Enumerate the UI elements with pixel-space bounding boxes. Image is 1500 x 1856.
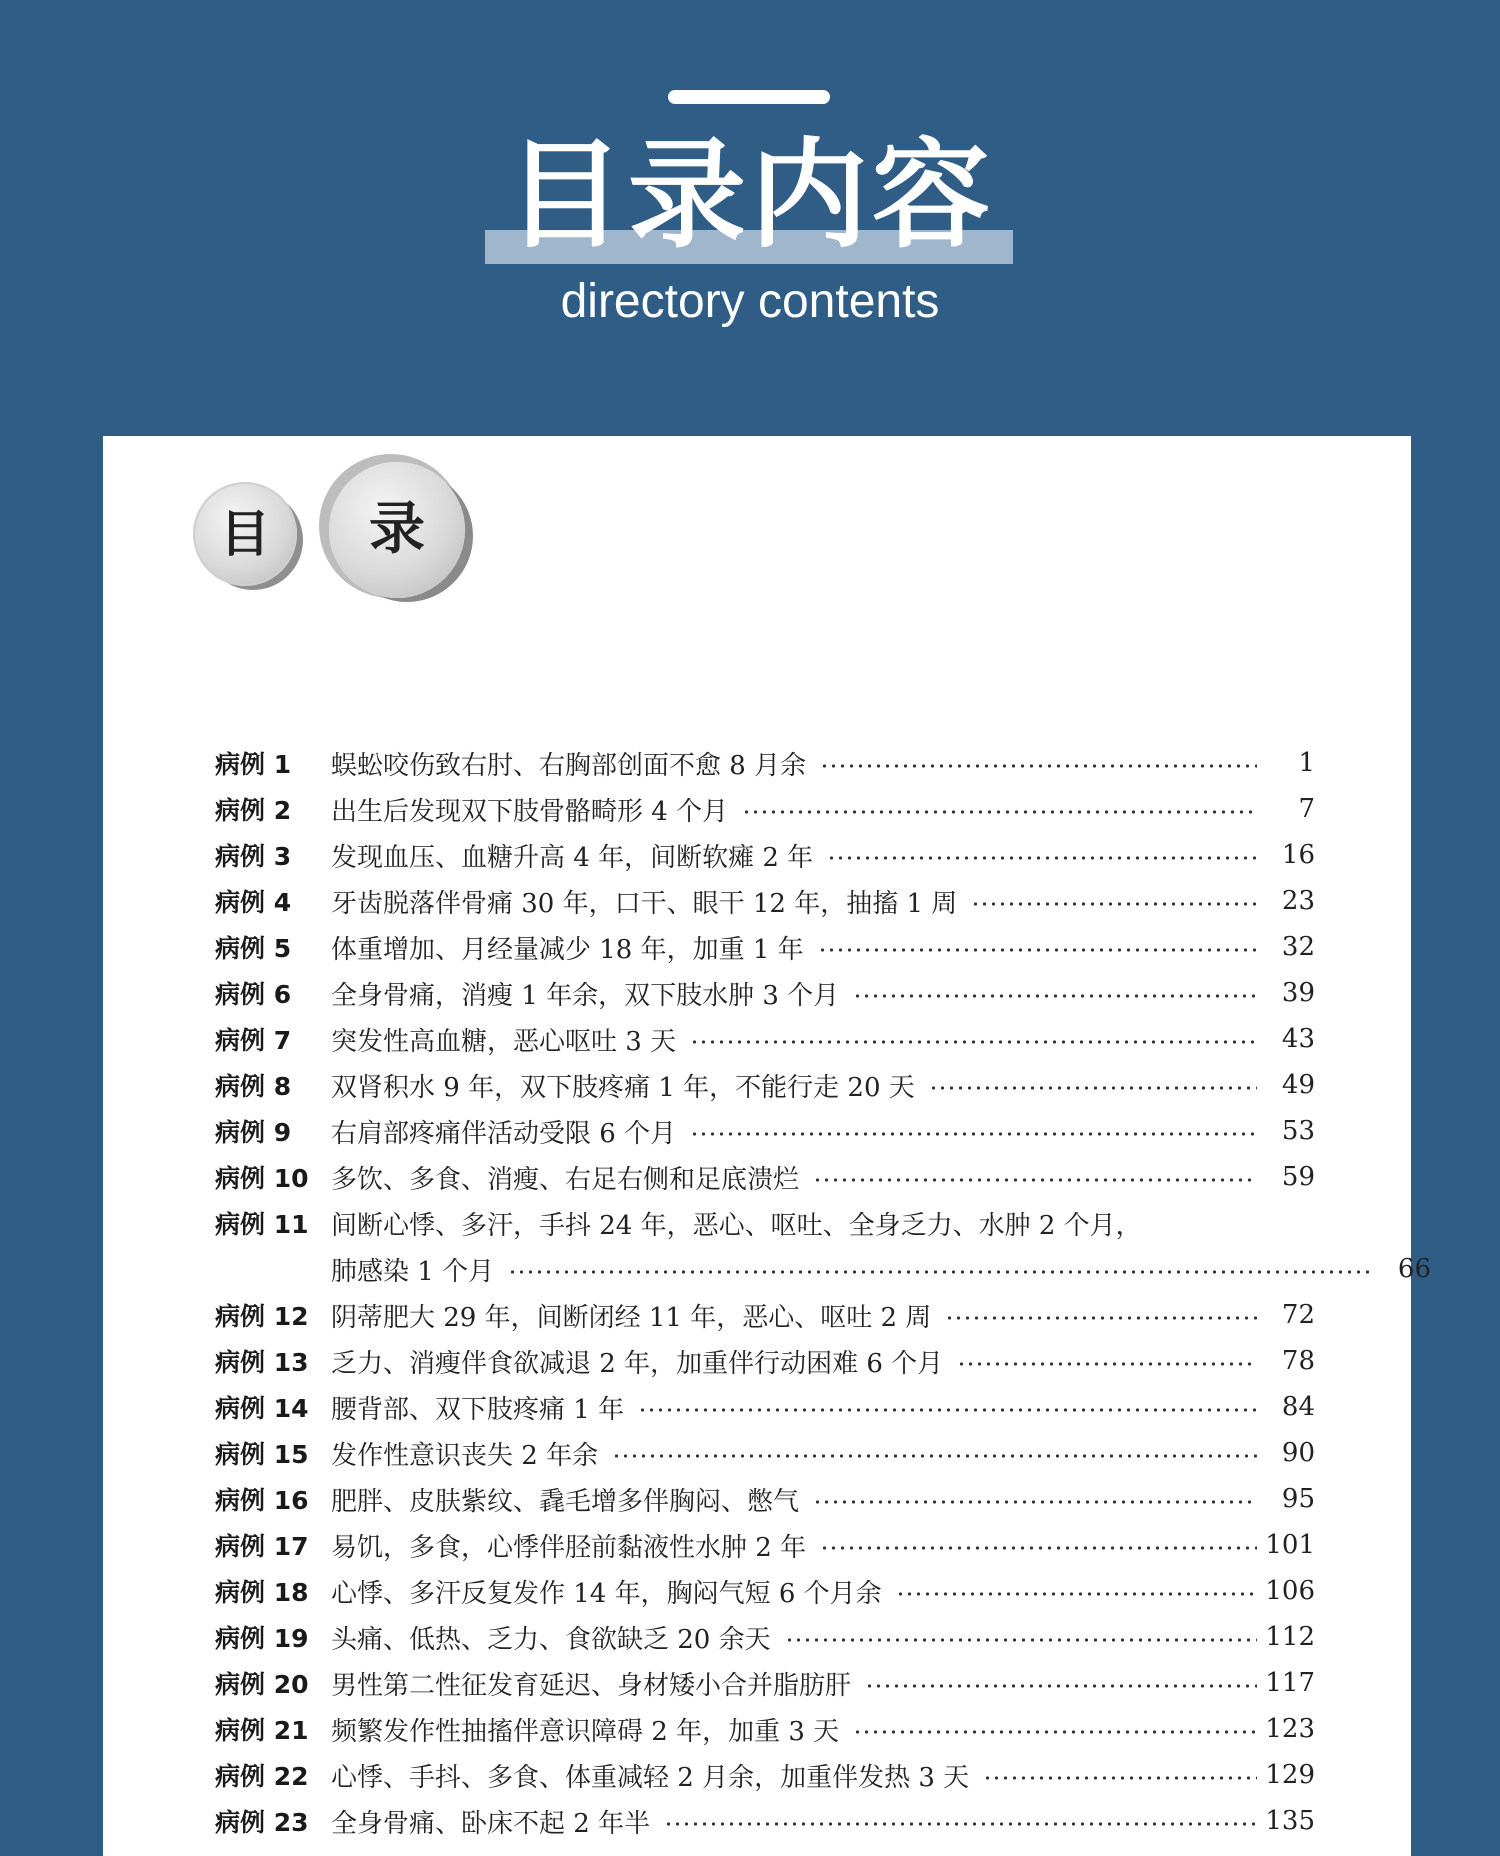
toc-dot-leader [690,1131,1257,1137]
toc-page-number: 7 [1298,794,1315,824]
toc-entry-title: 频繁发作性抽搐伴意识障碍 2 年，加重 3 天 [331,1716,840,1747]
toc-dot-leader [929,1085,1257,1091]
toc-entry-title: 肥胖、皮肤紫纹、毳毛增多伴胸闷、憋气 [331,1486,800,1517]
toc-entry[interactable] [215,1016,1315,1062]
toc-entry-title: 阴蒂肥大 29 年，间断闭经 11 年，恶心、呕吐 2 周 [331,1302,932,1333]
toc-dot-leader [742,809,1257,815]
toc-case-label: 病例 3 [215,842,292,871]
toc-case-label: 病例 18 [215,1578,309,1607]
toc-dot-leader [983,1775,1257,1781]
toc-entry-title: 突发性高血糖，恶心呕吐 3 天 [331,1026,677,1057]
toc-entry[interactable] [215,924,1315,970]
toc-entry[interactable] [215,1108,1315,1154]
toc-entry-title: 双肾积水 9 年，双下肢疼痛 1 年，不能行走 20 天 [331,1072,915,1103]
toc-entry[interactable] [215,1522,1315,1568]
toc-page-number: 72 [1281,1300,1315,1330]
toc-entry[interactable] [215,1292,1315,1338]
toc-entry[interactable] [215,1246,1431,1292]
toc-entry[interactable] [215,1614,1315,1660]
toc-entry-title: 肺感染 1 个月 [331,1256,495,1287]
toc-case-label: 病例 20 [215,1670,309,1699]
toc-dot-leader [820,763,1257,769]
toc-entry[interactable] [215,786,1315,832]
toc-entry-title: 男性第二性征发育延迟、身材矮小合并脂肪肝 [331,1670,852,1701]
toc-entry-title: 多饮、多食、消瘦、右足右侧和足底溃烂 [331,1164,800,1195]
toc-page-number: 39 [1281,978,1315,1008]
toc-page-number: 117 [1265,1668,1315,1698]
toc-entry-title: 头痛、低热、乏力、食欲缺乏 20 余天 [331,1624,771,1655]
toc-entry-title: 全身骨痛、卧床不起 2 年半 [331,1808,651,1839]
toc-entry[interactable] [215,1752,1315,1798]
toc-entry-title: 间断心悸、多汗，手抖 24 年，恶心、呕吐、全身乏力、水肿 2 个月， [331,1210,1142,1241]
toc-case-label: 病例 7 [215,1026,292,1055]
toc-case-label: 病例 1 [215,750,292,779]
toc-entry-title: 出生后发现双下肢骨骼畸形 4 个月 [331,796,729,827]
toc-page-number: 78 [1281,1346,1315,1376]
toc-page-number: 106 [1265,1576,1315,1606]
toc-dot-leader [896,1591,1257,1597]
toc-case-label: 病例 11 [215,1210,309,1239]
toc-entry-title: 心悸、多汗反复发作 14 年，胸闷气短 6 个月余 [331,1578,882,1609]
toc-case-label: 病例 2 [215,796,292,825]
toc-dot-leader [853,1729,1257,1735]
toc-entry[interactable] [215,970,1315,1016]
toc-entry-title: 牙齿脱落伴骨痛 30 年，口干、眼干 12 年，抽搐 1 周 [331,888,958,919]
toc-page-number: 49 [1281,1070,1315,1100]
toc-badge-1: 目 [193,482,297,586]
toc-dot-leader [690,1039,1257,1045]
toc-case-label: 病例 8 [215,1072,292,1101]
toc-entry[interactable] [215,1660,1315,1706]
toc-entry[interactable] [215,1338,1315,1384]
toc-entry-title: 易饥，多食，心悸伴胫前黏液性水肿 2 年 [331,1532,807,1563]
toc-case-label: 病例 22 [215,1762,309,1791]
toc-page-number: 16 [1281,840,1315,870]
toc-case-label: 病例 23 [215,1808,309,1837]
toc-page-number: 112 [1265,1622,1315,1652]
toc-page-number: 1 [1298,748,1315,778]
toc-case-label: 病例 5 [215,934,292,963]
toc-entry-title: 体重增加、月经量减少 18 年，加重 1 年 [331,934,804,965]
toc-entry[interactable] [215,1706,1315,1752]
toc-dot-leader [785,1637,1257,1643]
toc-entry[interactable] [215,1430,1315,1476]
toc-case-label: 病例 12 [215,1302,309,1331]
toc-page-number: 43 [1281,1024,1315,1054]
toc-dot-leader [508,1269,1373,1275]
toc-dot-leader [957,1361,1257,1367]
toc-dot-leader [820,1545,1257,1551]
toc-case-label: 病例 15 [215,1440,309,1469]
toc-page-number: 59 [1281,1162,1315,1192]
decorative-bar [668,90,830,104]
toc-dot-leader [853,993,1257,999]
toc-entry-title: 腰背部、双下肢疼痛 1 年 [331,1394,625,1425]
toc-entry[interactable] [215,1476,1315,1522]
toc-entry[interactable] [215,740,1315,786]
page-subtitle: directory contents [560,275,940,328]
toc-case-label: 病例 4 [215,888,292,917]
toc-entry-title: 右肩部疼痛伴活动受限 6 个月 [331,1118,677,1149]
toc-dot-leader [664,1821,1257,1827]
toc-entry[interactable] [215,1384,1315,1430]
toc-dot-leader [818,947,1257,953]
toc-case-label: 病例 19 [215,1624,309,1653]
toc-page-number: 95 [1281,1484,1315,1514]
toc-entry[interactable] [215,1798,1315,1844]
toc-page-number: 123 [1265,1714,1315,1744]
toc-page-number: 90 [1281,1438,1315,1468]
toc-page [103,436,1431,1856]
toc-entry[interactable] [215,1568,1315,1614]
toc-entry[interactable] [215,1154,1315,1200]
page-title: 目录内容 [505,126,994,264]
toc-page-number: 66 [1397,1254,1431,1284]
toc-case-label: 病例 9 [215,1118,292,1147]
toc-page-number: 23 [1281,886,1315,916]
toc-dot-leader [612,1453,1257,1459]
toc-page-number: 101 [1265,1530,1315,1560]
toc-entry-title: 蜈蚣咬伤致右肘、右胸部创面不愈 8 月余 [331,750,807,781]
toc-dot-leader [813,1499,1257,1505]
toc-entry[interactable] [215,832,1315,878]
toc-case-label: 病例 14 [215,1394,309,1423]
toc-page-number: 53 [1281,1116,1315,1146]
toc-page-number: 129 [1265,1760,1315,1790]
toc-dot-leader [865,1683,1257,1689]
toc-case-label: 病例 13 [215,1348,309,1377]
toc-dot-leader [945,1315,1257,1321]
toc-dot-leader [638,1407,1257,1413]
toc-case-label: 病例 17 [215,1532,309,1561]
toc-case-label: 病例 6 [215,980,292,1009]
toc-dot-leader [827,855,1257,861]
toc-entry[interactable] [215,1062,1315,1108]
toc-entry-title: 心悸、手抖、多食、体重减轻 2 月余，加重伴发热 3 天 [331,1762,970,1793]
toc-entry[interactable] [215,1200,1315,1246]
toc-page-number: 84 [1281,1392,1315,1422]
header-banner [0,0,1500,440]
toc-entry-title: 发现血压、血糖升高 4 年，间断软瘫 2 年 [331,842,814,873]
toc-page-number: 135 [1265,1806,1315,1836]
toc-badge-2: 录 [329,462,465,598]
toc-dot-leader [813,1177,1257,1183]
toc-entry-title: 全身骨痛，消瘦 1 年余，双下肢水肿 3 个月 [331,980,840,1011]
toc-dot-leader [971,901,1257,907]
toc-page-number: 32 [1281,932,1315,962]
toc-entry-title: 发作性意识丧失 2 年余 [331,1440,599,1471]
toc-case-label: 病例 21 [215,1716,309,1745]
toc-case-label: 病例 16 [215,1486,309,1515]
toc-entry[interactable] [215,878,1315,924]
toc-case-label: 病例 10 [215,1164,309,1193]
toc-entry-title: 乏力、消瘦伴食欲减退 2 年，加重伴行动困难 6 个月 [331,1348,944,1379]
